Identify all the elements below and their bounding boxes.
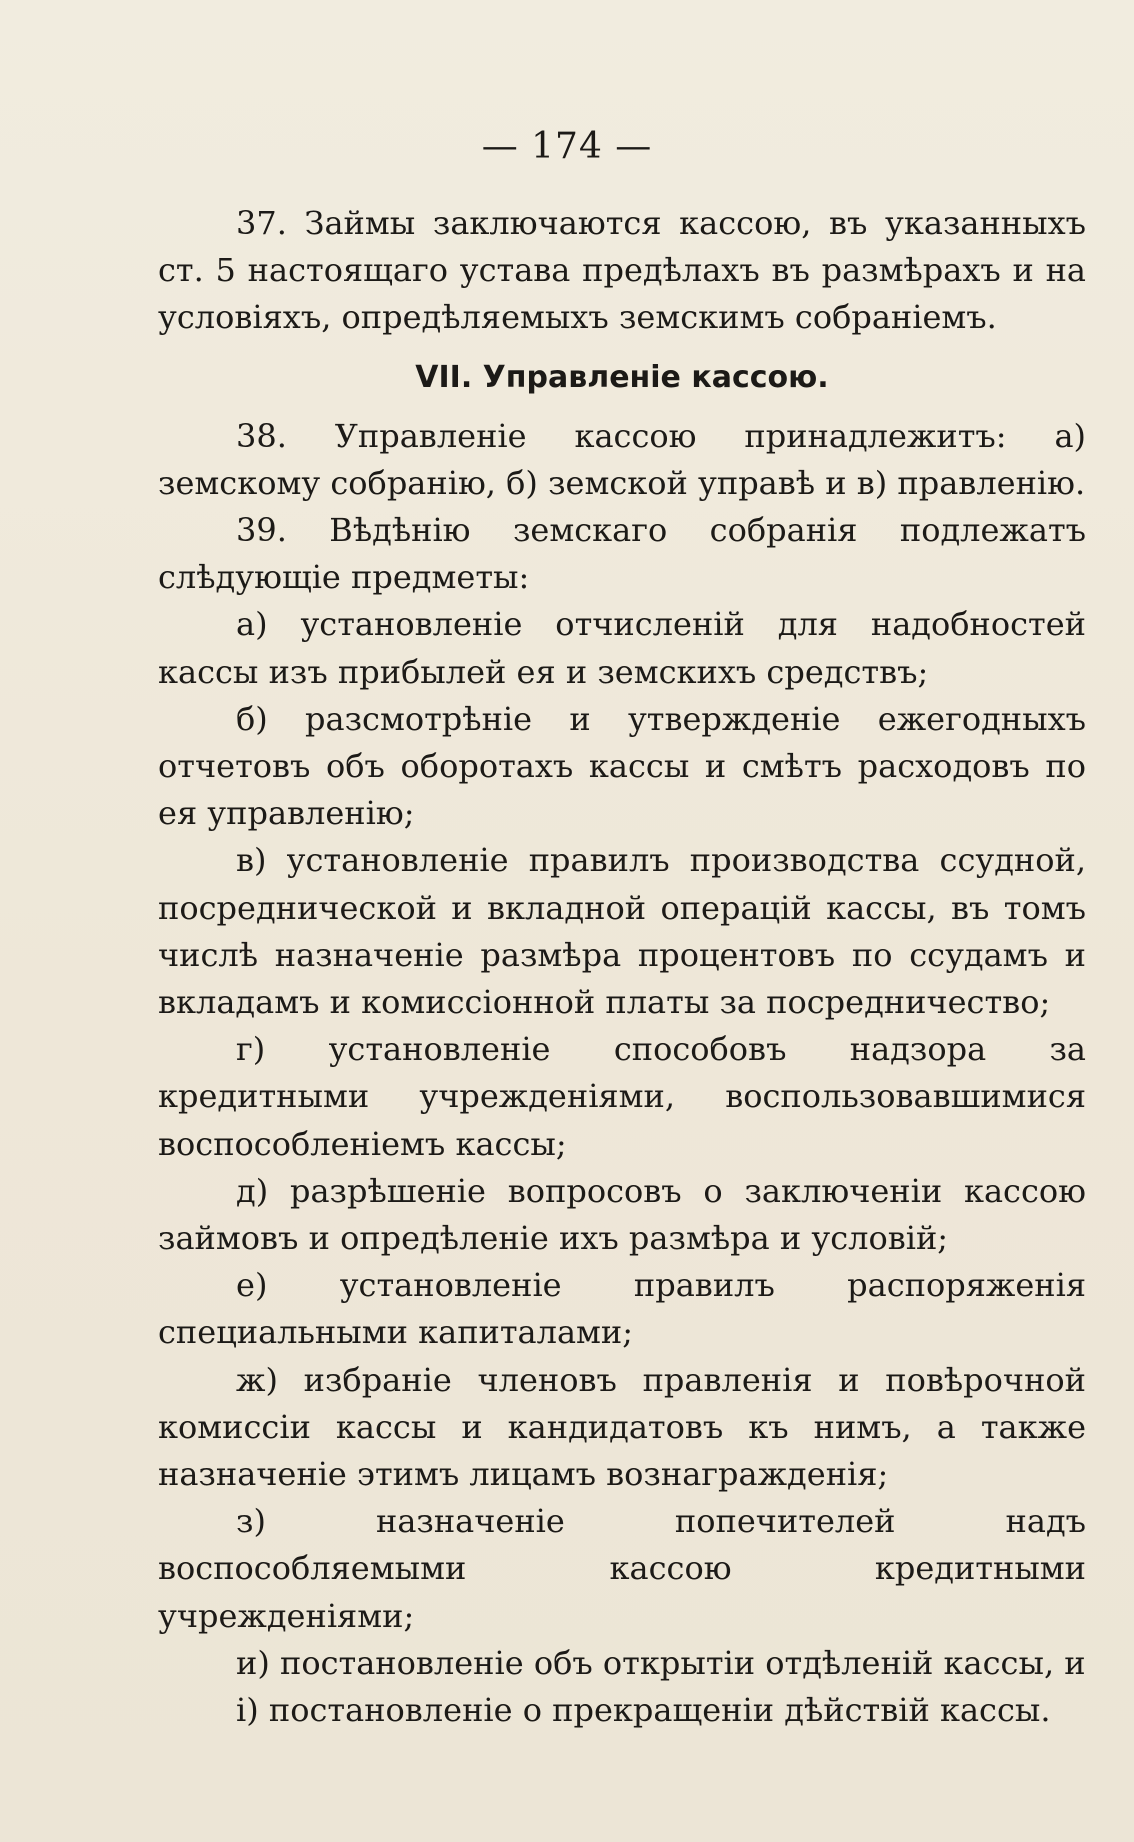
paragraph-article-37: 37. Займы заключаются кассою, въ указанныхъ ст. 5 настоящаго устава предѣлахъ въ размѣрахъ и на условіяхъ, опредѣляемыхъ земскимъ собраніемъ. (158, 204, 1086, 337)
list-item-a: а) установленіе отчисленій для надобностей кассы изъ прибылей ея и земскихъ средствъ; (158, 605, 1086, 691)
page-body (158, 200, 1086, 1734)
page-number: — 174 — (481, 126, 653, 167)
list-item-e: е) установленіе правилъ распоряженія специальными капиталами; (158, 1266, 1086, 1352)
list-item-zh: ж) избраніе членовъ правленія и повѣрочной комиссіи кассы и кандидатовъ къ нимъ, а также назначеніе этимъ лицамъ вознагражденія; (158, 1360, 1086, 1494)
list-item-v: в) установленіе правилъ производства ссудной, посреднической и вкладной операцій кассы, въ томъ числѣ назначеніе размѣра процентовъ по ссудамъ и вкладамъ и комиссіонной платы за посредничество; (158, 841, 1086, 1022)
paragraph-article-39: 39. Вѣдѣнію земскаго собранія подлежатъ слѣдующіе предметы: (158, 511, 1086, 597)
paragraph-article-38: 38. Управленіе кассою принадлежитъ: а) земскому собранію, б) земской управѣ и в) правленію. (158, 416, 1086, 502)
section-heading: VII. Управленіе кассою. (415, 359, 829, 395)
list-item-i: и) постановленіе объ открытіи отдѣленій кассы, и (236, 1643, 1086, 1682)
list-item-z: з) назначеніе попечителей надъ воспособляемыми кассою кредитными учрежденіями; (158, 1502, 1086, 1635)
list-item-b: б) разсмотрѣніе и утвержденіе ежегодныхъ отчетовъ объ оборотахъ кассы и смѣтъ расходовъ по ея управленію; (158, 699, 1086, 833)
list-item-g: г) установленіе способовъ надзора за кредитными учрежденіями, воспользовавшимися воспособленіемъ кассы; (158, 1030, 1086, 1163)
list-item-i-dot: і) постановленіе о прекращеніи дѣйствій кассы. (236, 1691, 1051, 1730)
list-item-d: д) разрѣшеніе вопросовъ о заключеніи кассою займовъ и опредѣленіе ихъ размѣра и условій; (158, 1171, 1086, 1258)
